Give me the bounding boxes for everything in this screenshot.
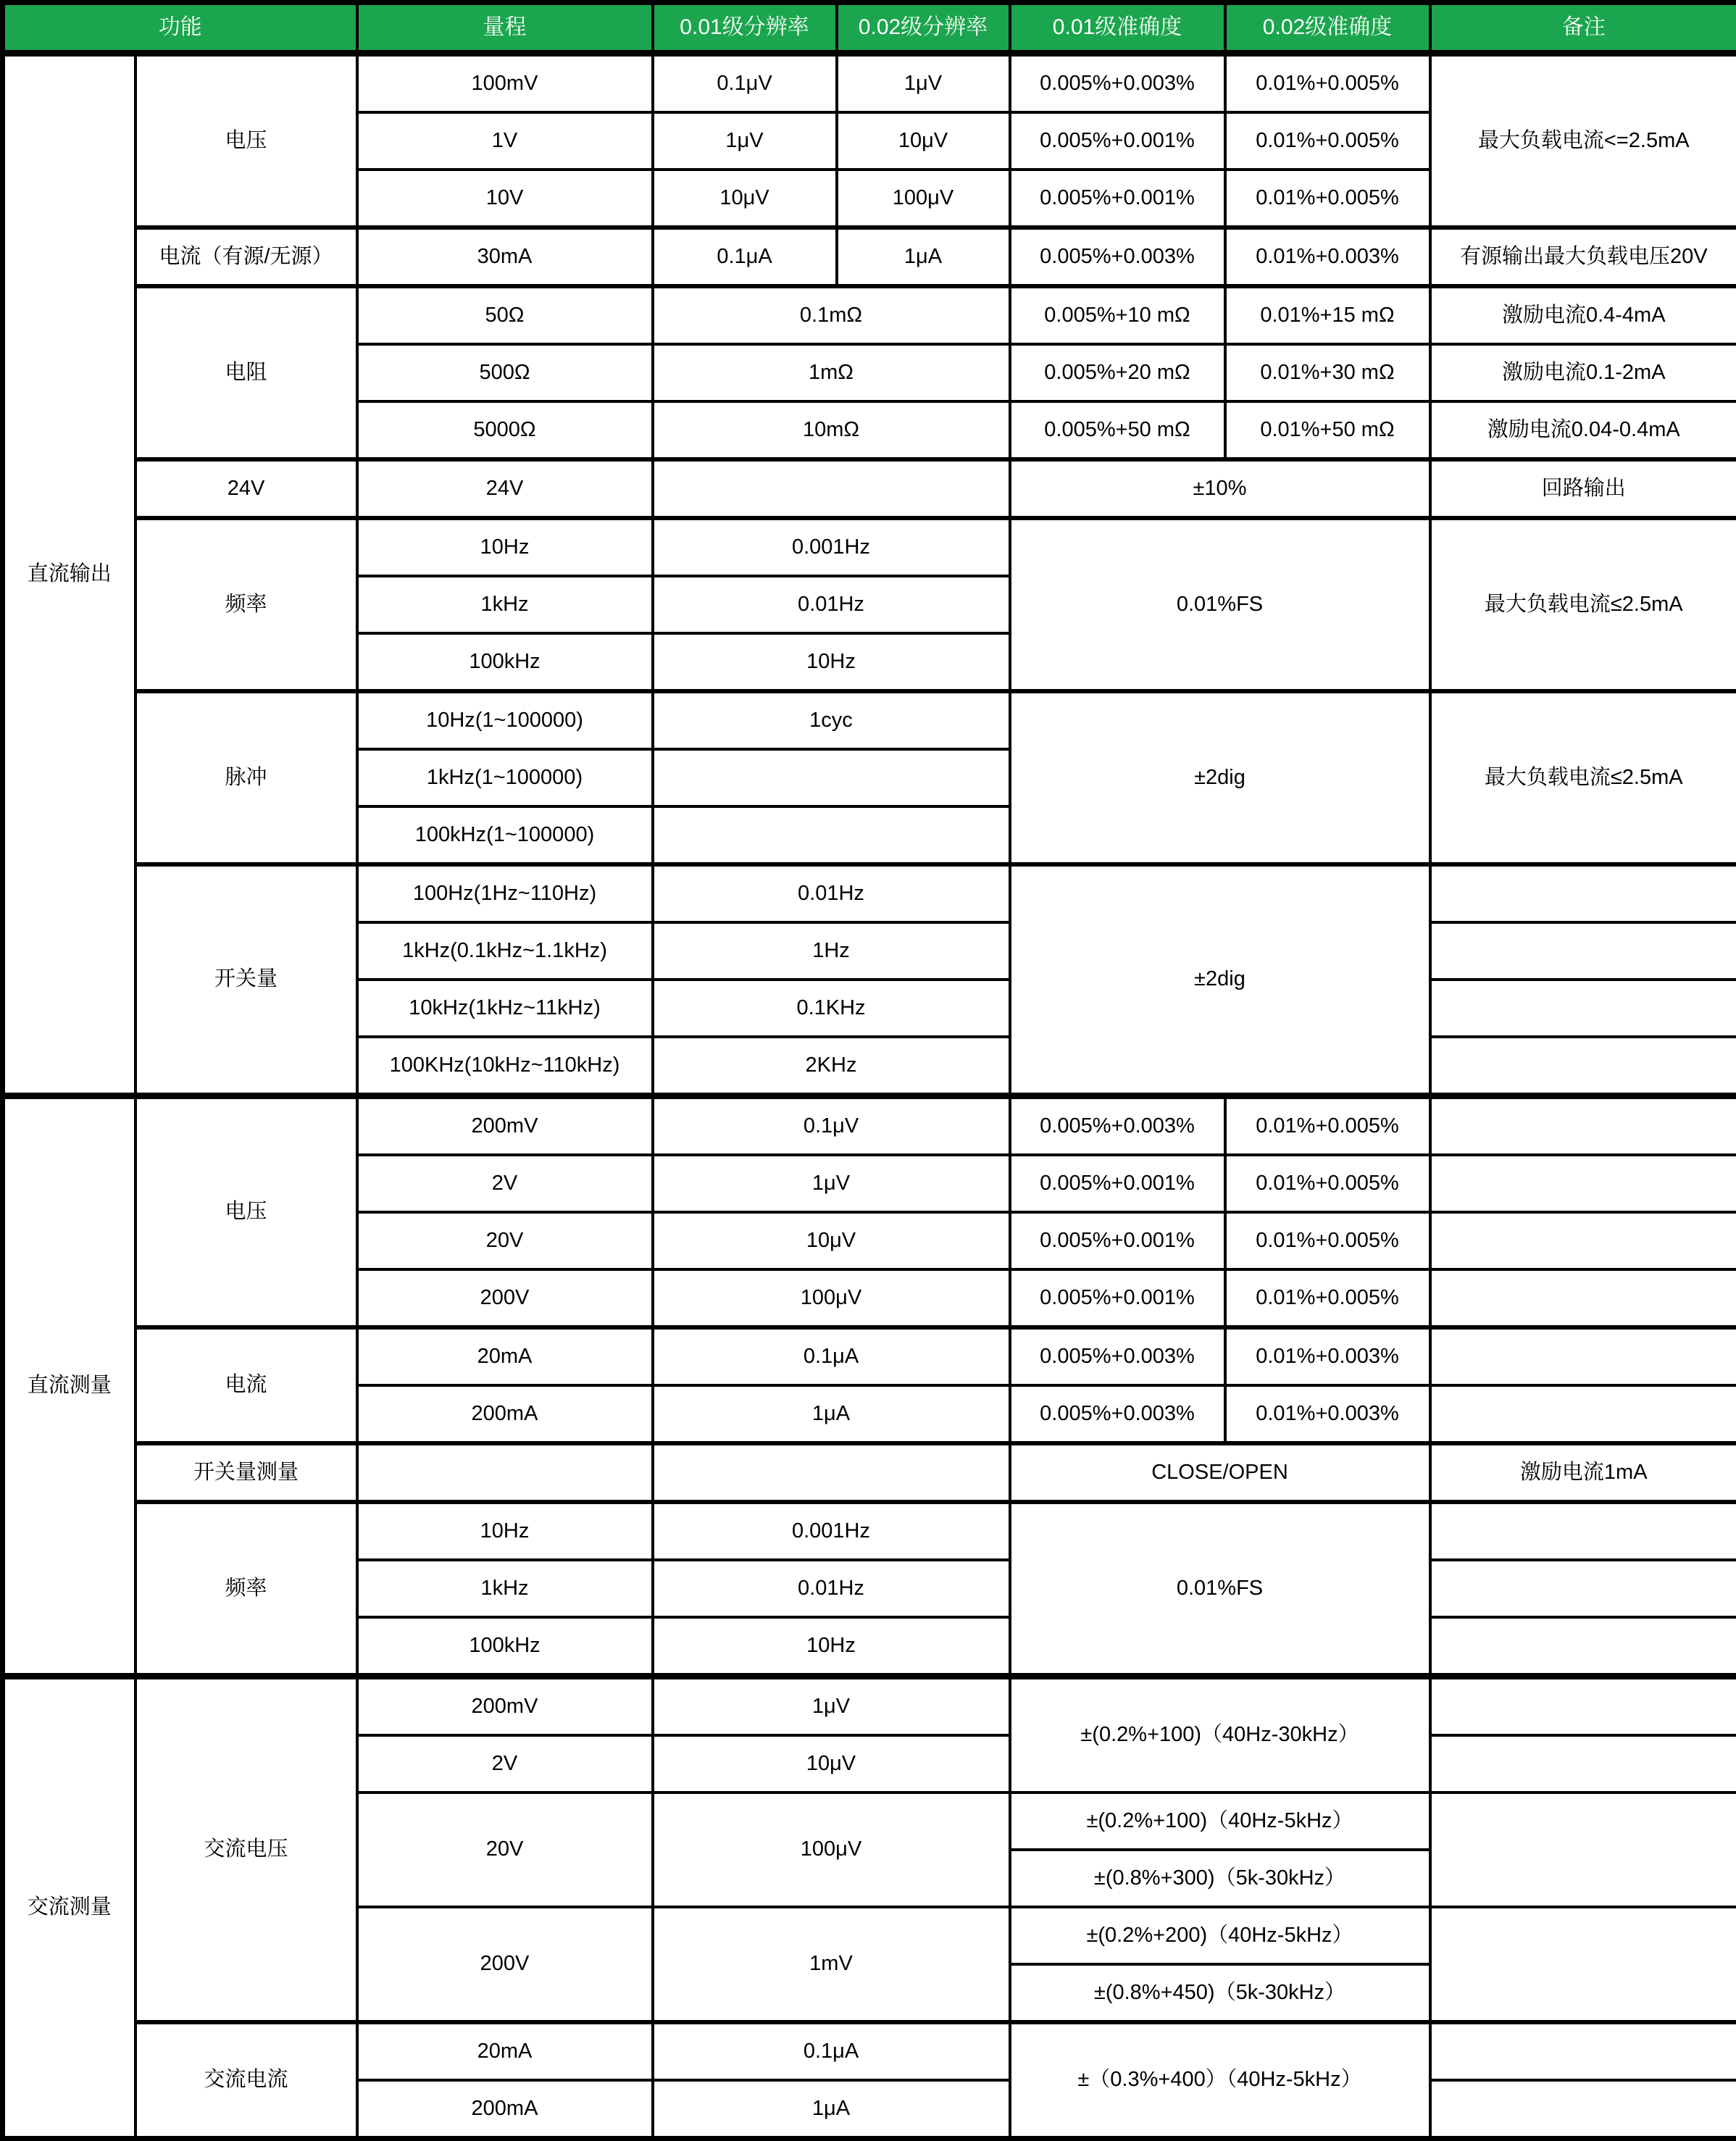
- cell-range: 10Hz: [357, 518, 653, 576]
- cell-resolution: 0.01Hz: [653, 576, 1010, 633]
- cell-resolution: 100μV: [837, 170, 1010, 228]
- cell-range: 20mA: [357, 2022, 653, 2080]
- cell-note: 有源输出最大负载电压20V: [1430, 228, 1736, 286]
- cell-accuracy: ±2dig: [1010, 691, 1430, 864]
- cell-range: 1kHz(1~100000): [357, 749, 653, 806]
- cell-resolution: 10μV: [837, 112, 1010, 170]
- cell-note: [1430, 1155, 1736, 1212]
- cell-resolution: [653, 1443, 1010, 1502]
- table-row: [3, 1327, 1736, 1385]
- cell-accuracy: 0.01%+0.003%: [1225, 1385, 1430, 1443]
- cell-note: 最大负载电流≤2.5mA: [1430, 518, 1736, 691]
- cell-range: 30mA: [357, 228, 653, 286]
- cell-note: [1430, 1907, 1736, 2022]
- cell-function: 电流（有源/无源）: [135, 228, 357, 286]
- cell-function: 交流电流: [135, 2022, 357, 2139]
- cell-resolution: 1μV: [653, 1677, 1010, 1736]
- cell-function: 电阻: [135, 286, 357, 459]
- header-row: [3, 3, 1736, 54]
- cell-range: 50Ω: [357, 286, 653, 344]
- cell-note: [1430, 1617, 1736, 1677]
- cell-resolution: 10Hz: [653, 633, 1010, 691]
- cell-accuracy: 0.01%+0.005%: [1225, 1269, 1430, 1327]
- cell-resolution: 1μV: [837, 54, 1010, 113]
- cell-note: 最大负载电流≤2.5mA: [1430, 691, 1736, 864]
- cell-accuracy: 0.01%+0.005%: [1225, 1155, 1430, 1212]
- cell-note: [1430, 1327, 1736, 1385]
- cell-note: [1430, 1735, 1736, 1792]
- cell-resolution: 0.1mΩ: [653, 286, 1010, 344]
- cell-accuracy: ±10%: [1010, 459, 1430, 518]
- table-row: [3, 2022, 1736, 2080]
- cell-note: 激励电流1mA: [1430, 1443, 1736, 1502]
- cell-resolution: [653, 806, 1010, 864]
- cell-accuracy: 0.01%FS: [1010, 518, 1430, 691]
- cell-function: 开关量测量: [135, 1443, 357, 1502]
- cell-range: 200mA: [357, 1385, 653, 1443]
- cell-range: 20V: [357, 1212, 653, 1269]
- cell-range: 1kHz: [357, 1560, 653, 1617]
- cell-range: 2V: [357, 1735, 653, 1792]
- cell-range: 200mV: [357, 1096, 653, 1156]
- cell-note: 激励电流0.4-4mA: [1430, 286, 1736, 344]
- cell-range: 100kHz(1~100000): [357, 806, 653, 864]
- cell-range: 200mV: [357, 1677, 653, 1736]
- cell-resolution: [653, 749, 1010, 806]
- cell-resolution: 1μA: [653, 1385, 1010, 1443]
- cell-accuracy: 0.005%+0.001%: [1010, 1269, 1225, 1327]
- cell-accuracy: 0.005%+0.003%: [1010, 228, 1225, 286]
- cell-range: 500Ω: [357, 344, 653, 401]
- cell-accuracy: 0.005%+0.001%: [1010, 170, 1225, 228]
- header-cell: 备注: [1430, 3, 1736, 54]
- cell-accuracy: CLOSE/OPEN: [1010, 1443, 1430, 1502]
- cell-resolution: 0.01Hz: [653, 1560, 1010, 1617]
- cell-accuracy: 0.01%+0.005%: [1225, 112, 1430, 170]
- cell-range: 100kHz: [357, 633, 653, 691]
- cell-function-group: 直流测量: [3, 1096, 135, 1677]
- cell-resolution: [653, 459, 1010, 518]
- cell-range: 100kHz: [357, 1617, 653, 1677]
- cell-note: 最大负载电流<=2.5mA: [1430, 54, 1736, 228]
- cell-range: 20V: [357, 1792, 653, 1907]
- cell-accuracy: ±(0.2%+100)（40Hz-5kHz）: [1010, 1792, 1430, 1850]
- cell-accuracy: 0.01%+0.005%: [1225, 170, 1430, 228]
- cell-function-group: 直流输出: [3, 54, 135, 1096]
- spec-table-header: [3, 3, 1736, 54]
- cell-resolution: 10μV: [653, 1212, 1010, 1269]
- cell-function: 24V: [135, 459, 357, 518]
- cell-accuracy: ±（0.3%+400）（40Hz-5kHz）: [1010, 2022, 1430, 2139]
- cell-note: [1430, 1212, 1736, 1269]
- cell-accuracy: 0.01%FS: [1010, 1502, 1430, 1677]
- cell-accuracy: 0.005%+0.003%: [1010, 54, 1225, 113]
- cell-resolution: 0.01Hz: [653, 864, 1010, 922]
- table-row: [3, 1677, 1736, 1736]
- cell-resolution: 0.1KHz: [653, 980, 1010, 1037]
- cell-range: 10Hz: [357, 1502, 653, 1560]
- header-cell: 0.02级分辨率: [837, 3, 1010, 54]
- cell-range: 2V: [357, 1155, 653, 1212]
- cell-note: [1430, 1502, 1736, 1560]
- cell-resolution: 0.1μV: [653, 1096, 1010, 1156]
- cell-resolution: 10μV: [653, 170, 837, 228]
- cell-note: 激励电流0.04-0.4mA: [1430, 401, 1736, 459]
- cell-accuracy: 0.01%+30 mΩ: [1225, 344, 1430, 401]
- table-row: [3, 1096, 1736, 1156]
- cell-resolution: 0.1μA: [653, 1327, 1010, 1385]
- cell-resolution: 0.001Hz: [653, 518, 1010, 576]
- cell-range: 200mA: [357, 2080, 653, 2139]
- cell-accuracy: 0.005%+0.003%: [1010, 1096, 1225, 1156]
- table-row: [3, 864, 1736, 922]
- cell-range: [357, 1443, 653, 1502]
- table-row: [3, 54, 1736, 113]
- cell-accuracy: 0.01%+0.003%: [1225, 1327, 1430, 1385]
- cell-accuracy: 0.005%+50 mΩ: [1010, 401, 1225, 459]
- cell-accuracy: 0.01%+50 mΩ: [1225, 401, 1430, 459]
- cell-function: 开关量: [135, 864, 357, 1096]
- spec-table-body: [3, 54, 1736, 2139]
- cell-range: 24V: [357, 459, 653, 518]
- cell-function: 电流: [135, 1327, 357, 1443]
- cell-resolution: 10μV: [653, 1735, 1010, 1792]
- cell-resolution: 1mV: [653, 1907, 1010, 2022]
- cell-range: 20mA: [357, 1327, 653, 1385]
- cell-accuracy: 0.01%+0.005%: [1225, 1096, 1430, 1156]
- cell-range: 10V: [357, 170, 653, 228]
- cell-accuracy: 0.01%+0.003%: [1225, 228, 1430, 286]
- cell-accuracy: ±(0.2%+100)（40Hz-30kHz）: [1010, 1677, 1430, 1793]
- header-cell: 功能: [3, 3, 357, 54]
- cell-range: 10Hz(1~100000): [357, 691, 653, 749]
- cell-resolution: 1μV: [653, 112, 837, 170]
- cell-accuracy: ±(0.8%+450)（5k-30kHz）: [1010, 1964, 1430, 2022]
- cell-accuracy: ±(0.8%+300)（5k-30kHz）: [1010, 1850, 1430, 1907]
- cell-accuracy: 0.005%+10 mΩ: [1010, 286, 1225, 344]
- cell-accuracy: 0.005%+0.003%: [1010, 1327, 1225, 1385]
- cell-resolution: 0.001Hz: [653, 1502, 1010, 1560]
- cell-resolution: 0.1μV: [653, 54, 837, 113]
- cell-range: 10kHz(1kHz~11kHz): [357, 980, 653, 1037]
- cell-resolution: 10Hz: [653, 1617, 1010, 1677]
- header-cell: 0.01级分辨率: [653, 3, 837, 54]
- cell-function: 频率: [135, 518, 357, 691]
- cell-note: [1430, 2022, 1736, 2080]
- cell-accuracy: 0.01%+0.005%: [1225, 54, 1430, 113]
- cell-note: [1430, 864, 1736, 922]
- cell-function: 脉冲: [135, 691, 357, 864]
- cell-function-group: 交流测量: [3, 1677, 135, 2139]
- cell-note: 激励电流0.1-2mA: [1430, 344, 1736, 401]
- cell-range: 1V: [357, 112, 653, 170]
- cell-range: 100Hz(1Hz~110Hz): [357, 864, 653, 922]
- cell-resolution: 0.1μA: [653, 2022, 1010, 2080]
- cell-note: [1430, 1385, 1736, 1443]
- cell-resolution: 1Hz: [653, 922, 1010, 980]
- cell-range: 200V: [357, 1269, 653, 1327]
- table-row: [3, 1443, 1736, 1502]
- cell-resolution: 1μA: [653, 2080, 1010, 2139]
- cell-note: [1430, 2080, 1736, 2139]
- cell-note: 回路输出: [1430, 459, 1736, 518]
- cell-accuracy: 0.005%+20 mΩ: [1010, 344, 1225, 401]
- cell-function: 交流电压: [135, 1677, 357, 2023]
- cell-resolution: 1mΩ: [653, 344, 1010, 401]
- cell-resolution: 1cyc: [653, 691, 1010, 749]
- table-row: [3, 1502, 1736, 1560]
- cell-resolution: 10mΩ: [653, 401, 1010, 459]
- cell-function: 电压: [135, 54, 357, 228]
- cell-note: [1430, 1269, 1736, 1327]
- cell-note: [1430, 922, 1736, 980]
- cell-accuracy: 0.005%+0.001%: [1010, 1155, 1225, 1212]
- cell-range: 100mV: [357, 54, 653, 113]
- header-cell: 量程: [357, 3, 653, 54]
- cell-range: 100KHz(10kHz~110kHz): [357, 1037, 653, 1096]
- cell-range: 1kHz: [357, 576, 653, 633]
- cell-resolution: 1μA: [837, 228, 1010, 286]
- cell-accuracy: ±(0.2%+200)（40Hz-5kHz）: [1010, 1907, 1430, 1964]
- cell-note: [1430, 1677, 1736, 1736]
- cell-accuracy: 0.005%+0.003%: [1010, 1385, 1225, 1443]
- cell-note: [1430, 1792, 1736, 1907]
- table-row: [3, 459, 1736, 518]
- cell-note: [1430, 980, 1736, 1037]
- table-row: [3, 691, 1736, 749]
- cell-accuracy: 0.005%+0.001%: [1010, 112, 1225, 170]
- cell-accuracy: ±2dig: [1010, 864, 1430, 1096]
- cell-resolution: 100μV: [653, 1269, 1010, 1327]
- cell-accuracy: 0.01%+0.005%: [1225, 1212, 1430, 1269]
- header-cell: 0.01级准确度: [1010, 3, 1225, 54]
- table-row: [3, 518, 1736, 576]
- cell-resolution: 0.1μA: [653, 228, 837, 286]
- cell-note: [1430, 1037, 1736, 1096]
- table-row: [3, 228, 1736, 286]
- cell-accuracy: 0.01%+15 mΩ: [1225, 286, 1430, 344]
- table-row: [3, 286, 1736, 344]
- cell-resolution: 2KHz: [653, 1037, 1010, 1096]
- cell-note: [1430, 1560, 1736, 1617]
- cell-note: [1430, 1096, 1736, 1156]
- cell-range: 200V: [357, 1907, 653, 2022]
- cell-resolution: 100μV: [653, 1792, 1010, 1907]
- cell-accuracy: 0.005%+0.001%: [1010, 1212, 1225, 1269]
- cell-range: 5000Ω: [357, 401, 653, 459]
- cell-resolution: 1μV: [653, 1155, 1010, 1212]
- header-cell: 0.02级准确度: [1225, 3, 1430, 54]
- cell-range: 1kHz(0.1kHz~1.1kHz): [357, 922, 653, 980]
- cell-function: 电压: [135, 1096, 357, 1328]
- cell-function: 频率: [135, 1502, 357, 1677]
